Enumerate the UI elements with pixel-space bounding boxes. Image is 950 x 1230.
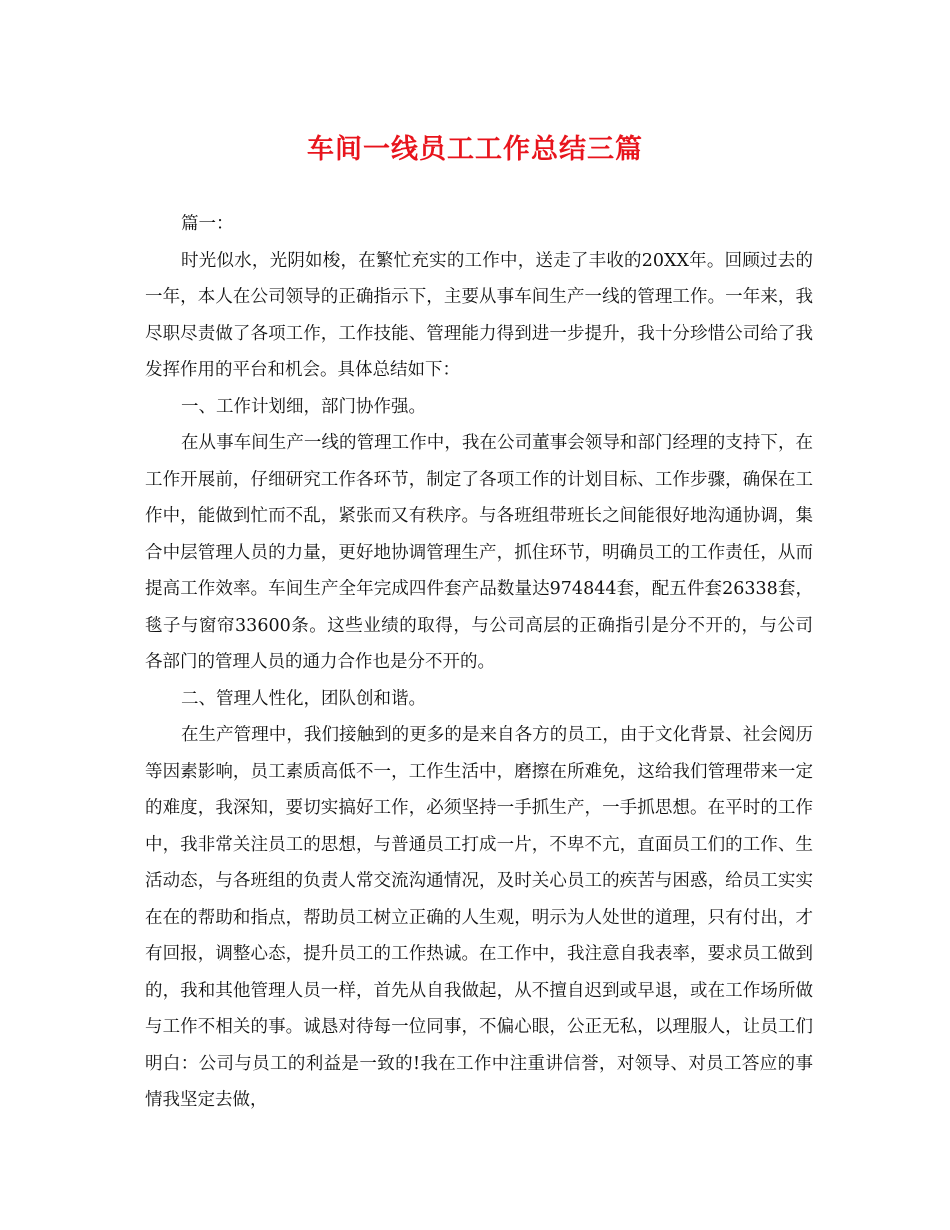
paragraph-heading-1: 一、工作计划细，部门协作强。	[181, 396, 426, 417]
paragraph-intro: 时光似水，光阴如梭，在繁忙充实的工作中，送走了丰收的20XX年。回顾过去的一年，本人在公司领导的正确指示下，主要从事车间生产一线的管理工作。一年来，我尽职尽责做了各项工作，工作技能、管理能力得到进一步提升，我十分珍惜公司给了我发挥作用的平台和机会。具体总结如下：	[145, 250, 813, 380]
paragraph-heading-2: 二、管理人性化，团队创和谐。	[181, 688, 426, 709]
document-body	[145, 206, 813, 1119]
document-title: 车间一线员工工作总结三篇	[307, 134, 643, 165]
paragraph-body-1: 在从事车间生产一线的管理工作中，我在公司董事会领导和部门经理的支持下，在工作开展前，仔细研究工作各环节，制定了各项工作的计划目标、工作步骤，确保在工作中，能做到忙而不乱，紧张而又有秩序。与各班组带班长之间能很好地沟通协调，集合中层管理人员的力量，更好地协调管理生产，抓住环节，明确员工的工作责任，从而提高工作效率。车间生产全年完成四件套产品数量达974844套，配五件套26338套，毯子与窗帘33600条。这些业绩的取得，与公司高层的正确指引是分不开的，与公司各部门的管理人员的通力合作也是分不开的。	[145, 433, 813, 672]
paragraph-section-label: 篇一：	[181, 214, 234, 234]
paragraph-body-2: 在生产管理中，我们接触到的更多的是来自各方的员工，由于文化背景、社会阅历等因素影响，员工素质高低不一，工作生活中，磨擦在所难免，这给我们管理带来一定的难度，我深知，要切实搞好工作，必须坚持一手抓生产，一手抓思想。在平时的工作中，我非常关注员工的思想，与普通员工打成一片，不卑不亢，直面员工们的工作、生活动态，与各班组的负责人常交流沟通情况，及时关心员工的疾苦与困惑，给员工实实在在的帮助和指点，帮助员工树立正确的人生观，明示为人处世的道理，只有付出，才有回报，调整心态，提升员工的工作热诚。在工作中，我注意自我表率，要求员工做到的，我和其他管理人员一样，首先从自我做起，从不擅自迟到或早退，或在工作场所做与工作不相关的事。诚恳对待每一位同事，不偏心眼，公正无私，以理服人，让员工们明白：公司与员工的利益是一致的!我在工作中注重讲信誉，对领导、对员工答应的事情我坚定去做，	[145, 725, 813, 1110]
